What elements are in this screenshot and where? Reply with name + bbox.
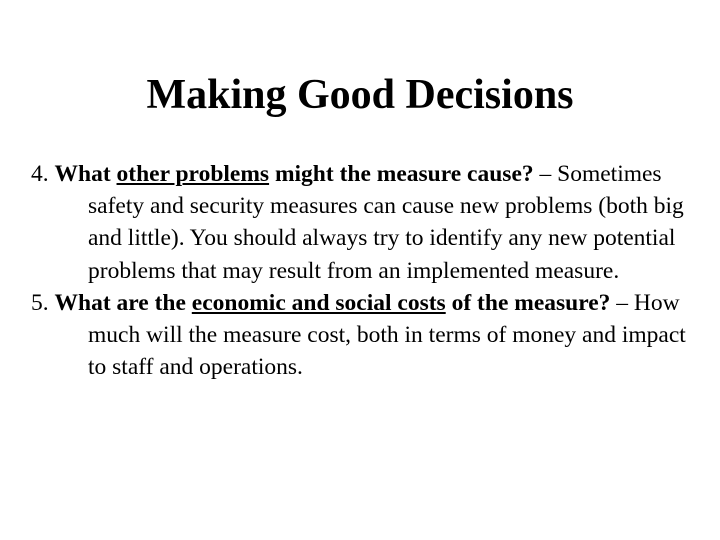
question-emphasis: other problems xyxy=(116,161,270,187)
list-item xyxy=(0,158,700,287)
answer-text: Sometimes safety and security measures can cause new problems (both big and little). You should always try to identify any new potential problems that may result from an implemented measure. xyxy=(88,161,684,284)
question-emphasis: economic and social costs xyxy=(191,289,446,316)
question-post: of the measure? xyxy=(451,289,611,316)
dash: – xyxy=(616,289,629,316)
item-number: 5. xyxy=(31,289,49,316)
question-pre: What are the xyxy=(54,289,186,316)
answer-text: How much will the measure cost, both in terms of money and impact to staff and operations. xyxy=(88,289,686,381)
dash: – xyxy=(539,161,552,187)
decision-list xyxy=(0,158,700,383)
item-number: 4. xyxy=(31,161,49,187)
list-item xyxy=(0,287,700,384)
slide-title: Making Good Decisions xyxy=(146,72,574,118)
question-text xyxy=(55,290,611,316)
question-text xyxy=(55,161,534,187)
question-post: might the measure cause? xyxy=(274,161,534,187)
question-pre: What xyxy=(54,161,111,187)
